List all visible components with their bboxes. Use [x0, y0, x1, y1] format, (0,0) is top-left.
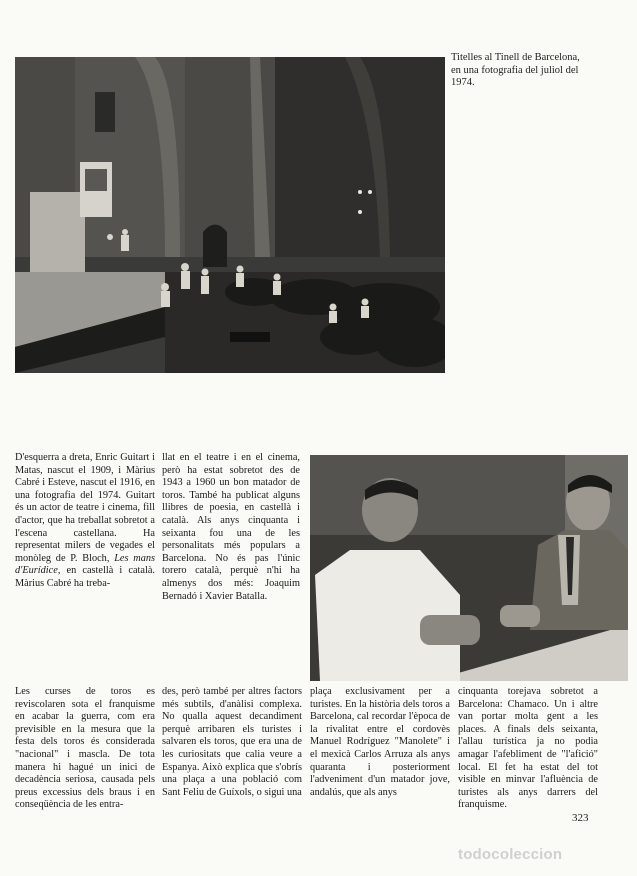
portrait-caption-column-1: D'esquerra a dreta, Enric Guitart i Matas, nascut el 1909, i Màrius Cabré i Esteve, nascut el 1916, en una fotografia del 1974. Guitart és un actor de teatre i cinema, fill d'actor, que ha treballat sobretot a l'escena castellana. Ha representat milers de vegades el monòleg de P. Bloch, Les mans d'Eurídice, en castellà i català. Màrius Cabré ha treba-: [15, 452, 156, 589]
book-title: Les mans d'Eurídice: [15, 552, 156, 577]
body-column-1: Les curses de toros es reviscolaren sota el franquisme en acabar la guerra, com era previsible en la mesura que la festa dels toros és considerada "nacional" i mascla. De tota manera hi hagué un inici de decadència seriosa, causada pels preus excessius dels braus i en conseqüència de les entra-: [15, 686, 155, 811]
puppet-theatre-photo: [15, 57, 445, 373]
watermark-logo: todocoleccion: [458, 846, 563, 863]
body-column-4: cinquanta torejava sobretot a Barcelona: Chamaco. Un i altre van portar molta gent a les places. A finals dels seixanta, l'allau turística ja no podia amagar l'afebliment de "l'afició" local. El fet ha estat del tot visible en minvar l'afluència de turistes als anys darrers del franquisme.: [458, 686, 598, 811]
page-number: 323: [572, 812, 589, 824]
portrait-caption-column-2: llat en el teatre i en el cinema, però ha estat sobretot des de 1943 a 1960 un bon matador de toros. També ha publicat alguns llibres de poesia, en castellà i català. Als anys cinquanta i seixanta fou una de les personalitats més populars a Barcelona. No és pas l'únic torero català, perquè n'hi ha almenys dos més: Joaquim Bernadó i Xavier Batalla.: [162, 452, 300, 602]
guitart-cabre-photo: [310, 455, 628, 681]
body-column-3: plaça exclusivament per a turistes. En la història dels toros a Barcelona, cal recordar l'època de la rivalitat entre el cordovès Manuel Rodríguez "Manolete" i el mexicà Carlos Arruza als anys quaranta i posteriorment l'adveniment d'un matador jove, andalús, que als anys: [310, 686, 450, 798]
body-column-2: des, però també per altres factors més subtils, d'anàlisi complexa. No qualla aquest decandiment perquè arribaren els turistes i salvaren els toros, que era una de les curiositats que calia veure a Espanya. Això explica que s'obrís una plaça a una població com Sant Feliu de Guíxols, o sigui una: [162, 686, 302, 798]
photo-caption-puppets: Titelles al Tinell de Barcelona, en una fotografia del juliol del 1974.: [451, 52, 580, 88]
